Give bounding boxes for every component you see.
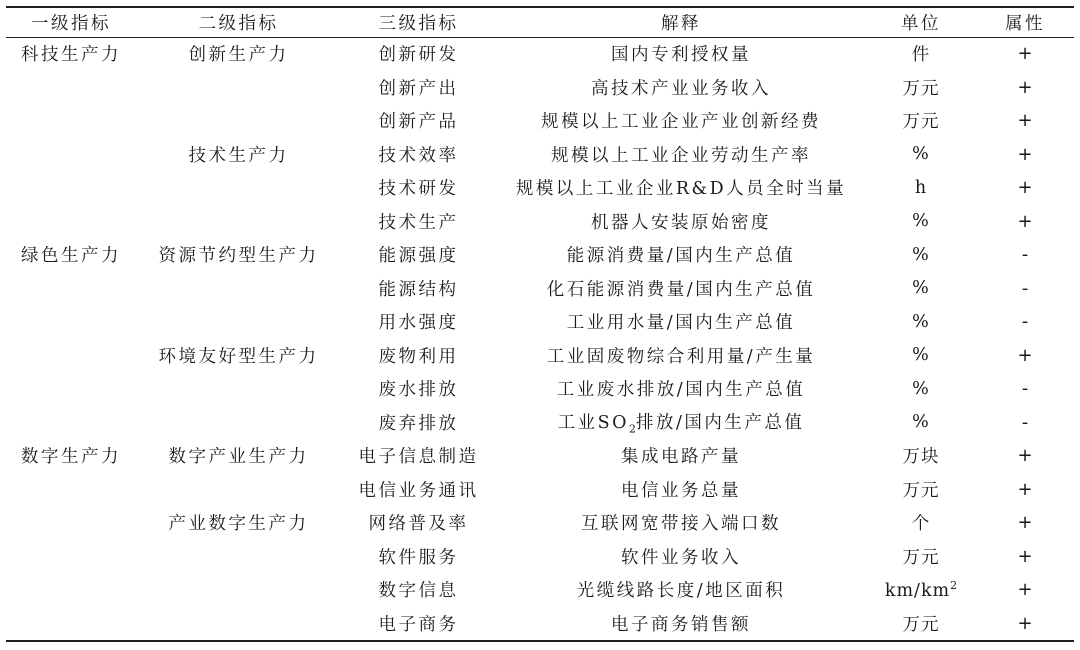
unit-cell: 个: [911, 514, 931, 535]
header-attribute: 属性: [1005, 14, 1045, 34]
table-row: [6, 71, 1074, 105]
attribute-cell: +: [1017, 612, 1033, 634]
level1-cell: [6, 339, 136, 373]
explanation-cell: 工业用水量/国内生产总值: [566, 313, 796, 334]
header-level2: 二级指标: [198, 14, 279, 34]
attribute-cell: +: [1017, 43, 1033, 65]
level1-cell: [6, 540, 136, 574]
explanation-cell: 规模以上工业企业产业创新经费: [541, 112, 821, 133]
explanation-text: 工业SO: [557, 413, 629, 433]
attribute-cell: +: [1017, 478, 1033, 500]
explanation-cell: 工业废水排放/国内生产总值: [556, 380, 806, 401]
table-row: [6, 473, 1074, 507]
unit-text: km/km: [884, 580, 951, 601]
table-row: [6, 238, 1074, 272]
level2-cell: 技术生产力: [188, 145, 289, 166]
level3-cell: 废弃排放: [378, 413, 459, 434]
explanation-cell: 电子商务销售额: [611, 614, 751, 635]
level3-cell: 技术生产: [378, 212, 459, 233]
level2-cell: [136, 205, 341, 239]
table-row: [6, 138, 1074, 172]
explanation-cell: 国内专利授权量: [611, 45, 751, 66]
unit-cell: [866, 573, 976, 607]
level3-cell: 创新产品: [378, 112, 459, 133]
table-row: [6, 540, 1074, 574]
table-row: [6, 607, 1074, 641]
level3-cell: 数字信息: [378, 581, 459, 602]
unit-cell: %: [912, 244, 930, 265]
level2-cell: [136, 104, 341, 138]
attribute-cell: +: [1017, 143, 1033, 165]
unit-cell: %: [912, 412, 930, 433]
level2-cell: 产业数字生产力: [168, 514, 309, 535]
level2-cell: [136, 372, 341, 406]
attribute-cell: +: [1017, 210, 1033, 232]
unit-cell: 万元: [902, 78, 940, 99]
attribute-cell: +: [1017, 579, 1033, 601]
level3-cell: 能源强度: [378, 246, 459, 267]
level3-cell: 技术研发: [378, 179, 459, 200]
level1-cell: 数字生产力: [21, 447, 121, 468]
level2-cell: [136, 473, 341, 507]
attribute-cell: +: [1017, 545, 1033, 567]
attribute-cell: +: [1017, 344, 1033, 366]
attribute-cell: +: [1017, 76, 1033, 98]
attribute-cell: +: [1017, 512, 1033, 534]
level3-cell: 软件服务: [378, 547, 459, 568]
level2-cell: [136, 272, 341, 306]
level1-cell: [6, 104, 136, 138]
level1-cell: [6, 506, 136, 540]
unit-cell: 万元: [902, 614, 940, 635]
level2-cell: [136, 607, 341, 641]
explanation-text: 排放/国内生产总值: [635, 413, 805, 433]
level2-cell: [136, 406, 341, 440]
level1-cell: [6, 171, 136, 205]
attribute-cell: -: [1021, 277, 1029, 299]
table-row: [6, 506, 1074, 540]
unit-cell: %: [912, 144, 930, 165]
explanation-cell: 集成电路产量: [621, 447, 741, 468]
table-row: [6, 439, 1074, 473]
level1-cell: [6, 607, 136, 641]
level1-cell: [6, 71, 136, 105]
header-explanation: 解释: [661, 14, 701, 34]
level1-cell: [6, 473, 136, 507]
level2-cell: 数字产业生产力: [168, 447, 309, 468]
level2-cell: [136, 171, 341, 205]
level3-cell: 废物利用: [378, 346, 459, 367]
explanation-cell: 软件业务收入: [621, 547, 741, 568]
unit-cell: %: [912, 211, 930, 232]
level1-cell: [6, 573, 136, 607]
level1-cell: [6, 372, 136, 406]
level3-cell: 电子信息制造: [358, 447, 479, 468]
explanation-cell: 规模以上工业企业R&D人员全时当量: [515, 179, 847, 200]
level3-cell: 技术效率: [378, 145, 459, 166]
level3-cell: 能源结构: [378, 279, 459, 300]
attribute-cell: -: [1021, 378, 1029, 400]
level1-cell: [6, 205, 136, 239]
explanation-cell: 工业固废物综合利用量/产生量: [546, 346, 816, 367]
unit-cell: 万元: [902, 112, 940, 133]
table-row: [6, 339, 1074, 373]
level3-cell: 创新产出: [378, 78, 459, 99]
table-row: [6, 305, 1074, 339]
level3-cell: 电子商务: [378, 614, 459, 635]
attribute-cell: +: [1017, 445, 1033, 467]
bottom-rule: [6, 640, 1074, 642]
header-unit: 单位: [901, 14, 941, 34]
superscript-text: 2: [950, 578, 958, 592]
explanation-cell: 规模以上工业企业劳动生产率: [551, 145, 811, 166]
level3-cell: 废水排放: [378, 380, 459, 401]
unit-cell: 件: [911, 45, 931, 66]
unit-cell: 万块: [902, 447, 940, 468]
table-row: [6, 372, 1074, 406]
explanation-cell: 高技术产业业务收入: [591, 78, 771, 99]
level3-cell: 网络普及率: [368, 514, 469, 535]
explanation-cell: 电信业务总量: [621, 480, 741, 501]
level2-cell: [136, 573, 341, 607]
table-row: [6, 272, 1074, 306]
level1-cell: 科技生产力: [21, 45, 121, 66]
table-row: [6, 573, 1074, 607]
table-row: [6, 37, 1074, 71]
attribute-cell: -: [1021, 244, 1029, 266]
header-row: [6, 8, 1074, 37]
unit-cell: %: [912, 345, 930, 366]
explanation-cell: [496, 406, 866, 440]
unit-cell: 万元: [902, 547, 940, 568]
level3-cell: 用水强度: [378, 313, 459, 334]
subscript-text: 2: [628, 422, 636, 436]
attribute-cell: -: [1021, 411, 1029, 433]
explanation-cell: 能源消费量/国内生产总值: [566, 246, 796, 267]
level2-cell: 资源节约型生产力: [158, 246, 319, 267]
attribute-cell: +: [1017, 110, 1033, 132]
table-row: [6, 171, 1074, 205]
level1-cell: 绿色生产力: [21, 246, 121, 267]
level2-cell: 创新生产力: [188, 45, 289, 66]
level3-cell: 电信业务通讯: [358, 480, 479, 501]
unit-cell: h: [914, 177, 928, 198]
level2-cell: [136, 71, 341, 105]
level1-cell: [6, 272, 136, 306]
unit-cell: %: [912, 378, 930, 399]
table-row: [6, 205, 1074, 239]
level3-cell: 创新研发: [378, 45, 459, 66]
attribute-cell: -: [1021, 311, 1029, 333]
level1-cell: [6, 406, 136, 440]
explanation-cell: 光缆线路长度/地区面积: [576, 581, 786, 602]
unit-cell: 万元: [902, 480, 940, 501]
table-row: [6, 104, 1074, 138]
explanation-cell: 互联网宽带接入端口数: [581, 514, 781, 535]
indicator-table: [6, 8, 1074, 640]
level1-cell: [6, 305, 136, 339]
attribute-cell: +: [1017, 177, 1033, 199]
level2-cell: [136, 305, 341, 339]
explanation-cell: 化石能源消费量/国内生产总值: [546, 279, 816, 300]
header-level3: 三级指标: [378, 14, 459, 34]
level2-cell: 环境友好型生产力: [158, 346, 319, 367]
explanation-cell: 机器人安装原始密度: [591, 212, 771, 233]
table-row: [6, 406, 1074, 440]
level2-cell: [136, 540, 341, 574]
header-level1: 一级指标: [31, 14, 111, 34]
unit-cell: %: [912, 311, 930, 332]
unit-cell: %: [912, 278, 930, 299]
level1-cell: [6, 138, 136, 172]
